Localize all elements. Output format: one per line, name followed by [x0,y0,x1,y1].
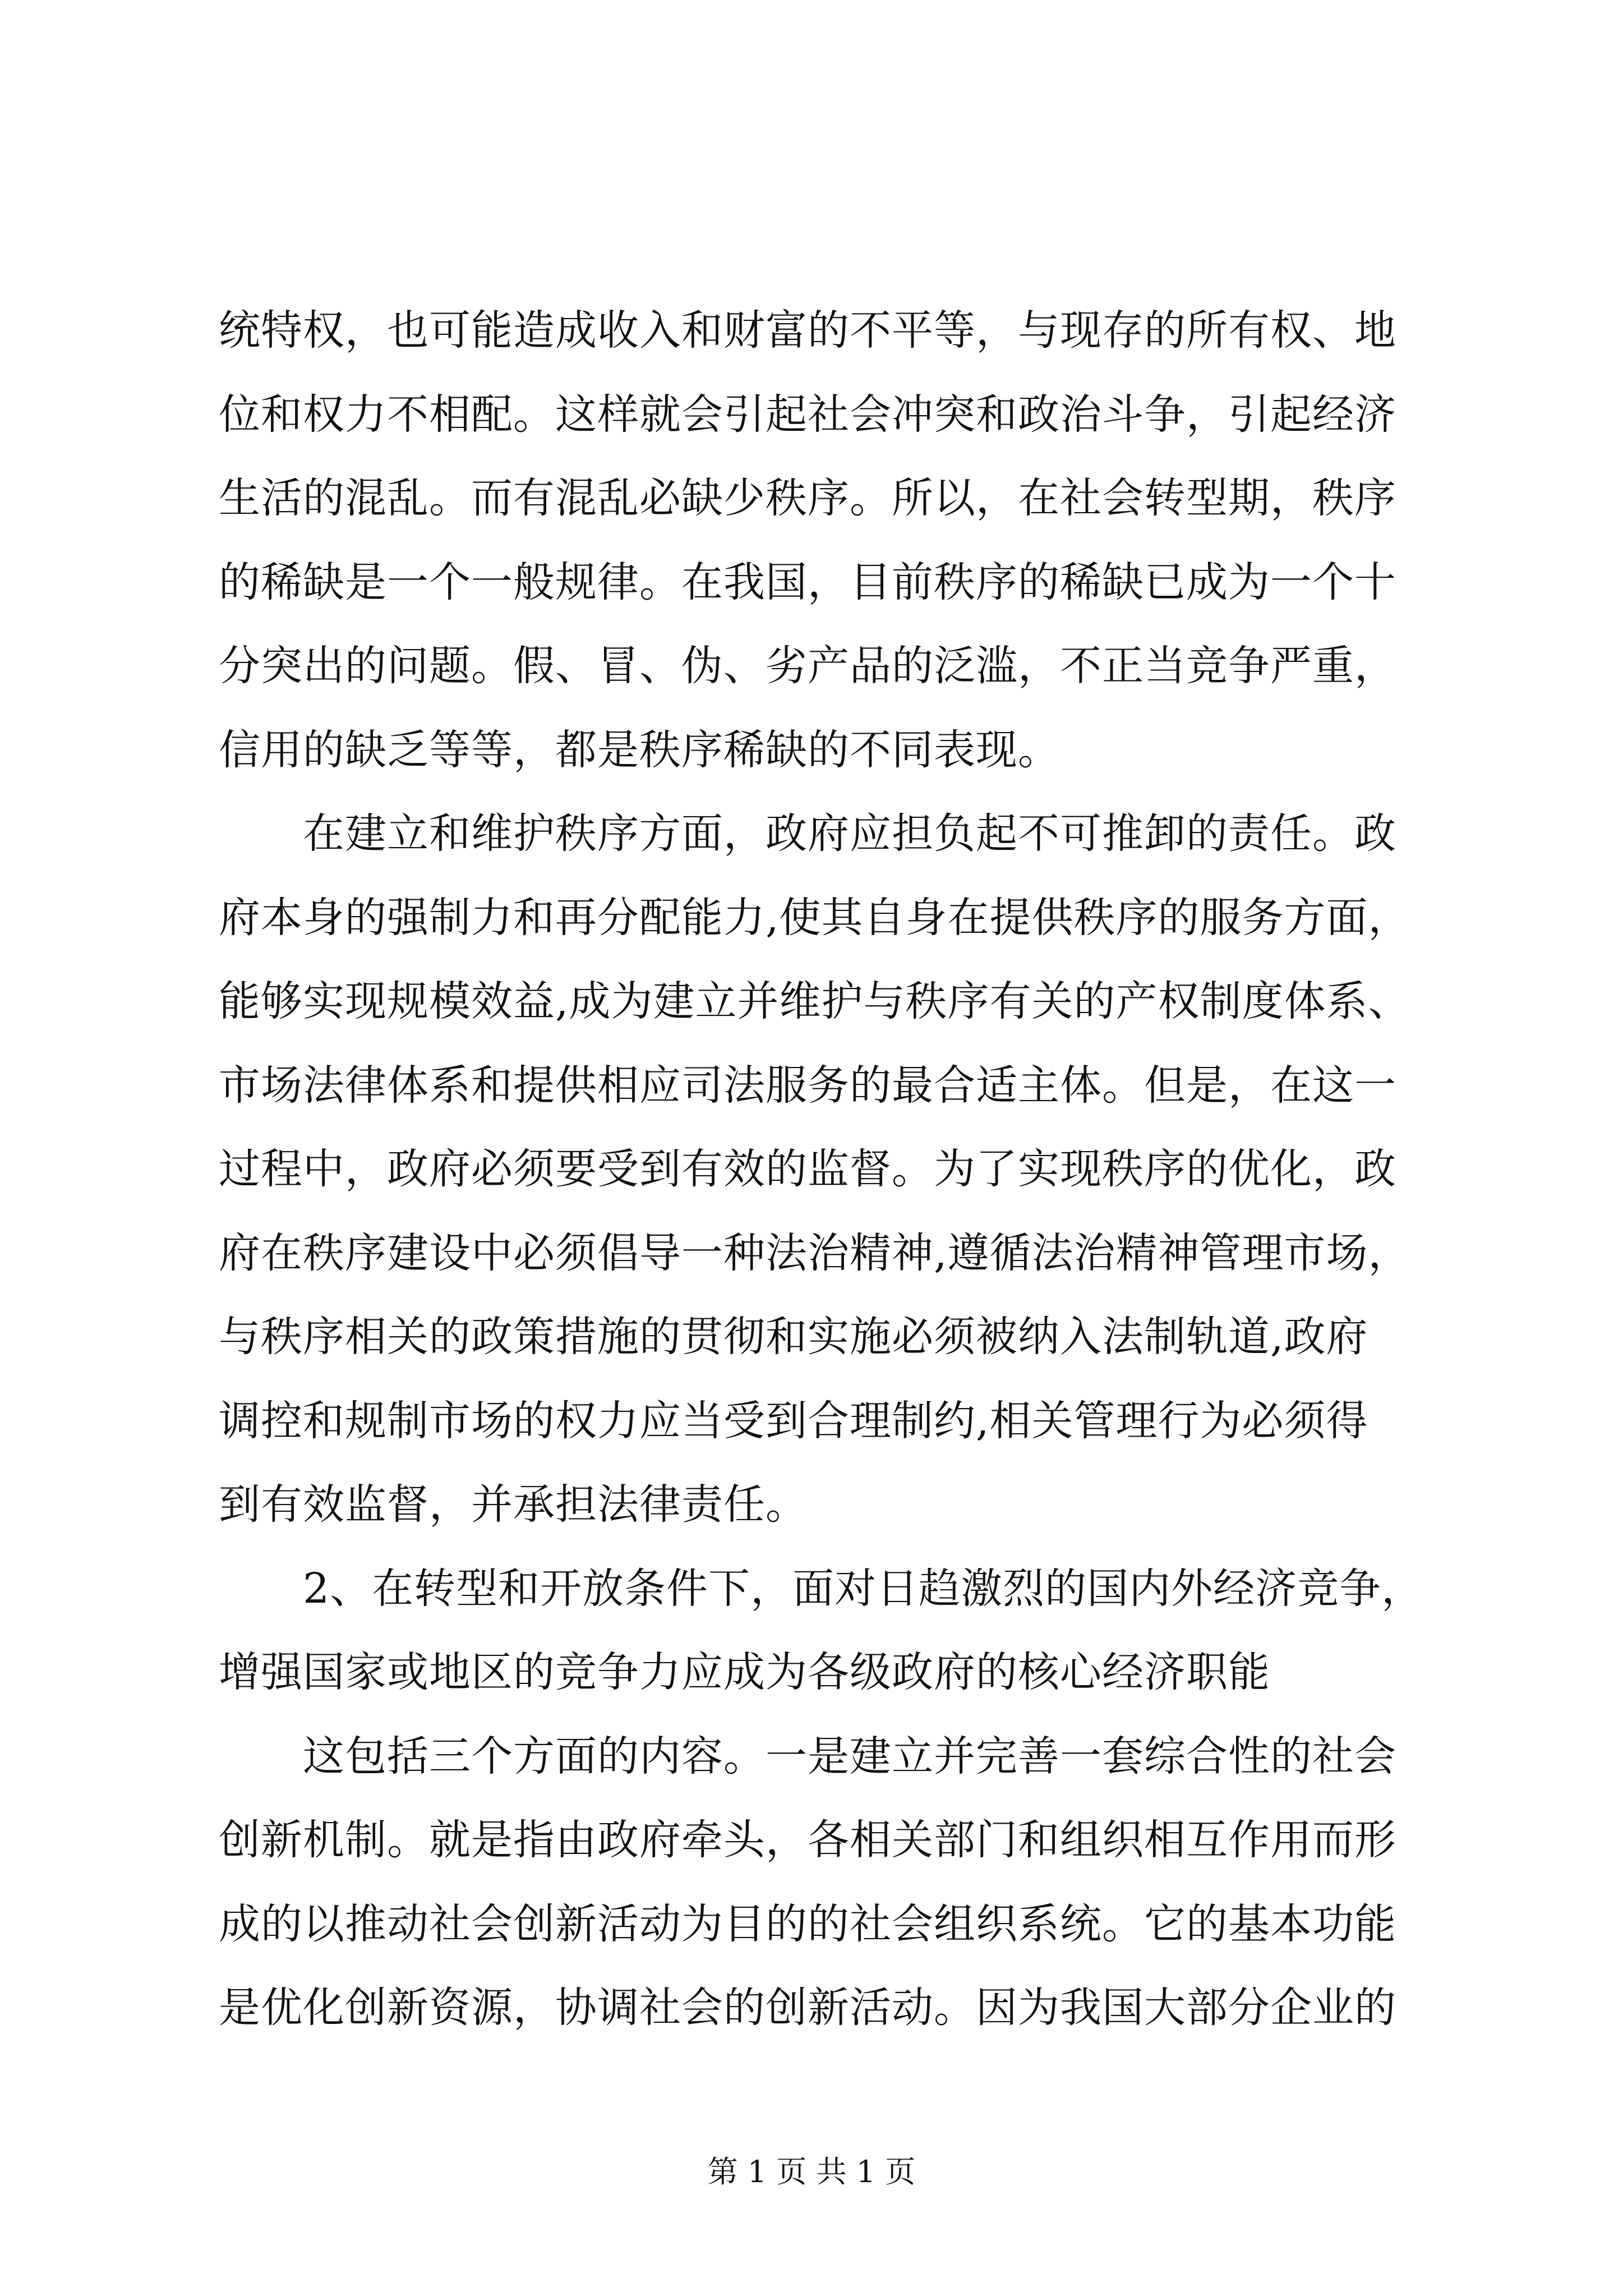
body-text [219,289,1424,2050]
text-line: 生活的混乱。而有混乱必缺少秩序。所以，在社会转型期，秩序 [219,474,1396,522]
text-line: 是优化创新资源，协调社会的创新活动。因为我国大部分企业的 [219,1984,1396,2032]
text-line: 市场法律体系和提供相应司法服务的最合适主体。但是，在这一 [219,1061,1396,1110]
text-line: 位和权力不相配。这样就会引起社会冲突和政治斗争，引起经济 [219,390,1396,439]
text-line: 分突出的问题。假、冒、伪、劣产品的泛滥，不正当竞争严重， [219,642,1396,690]
section-heading-line: 2、在转型和开放条件下，面对日趋激烈的国内外经济竞争， [219,1564,1424,1613]
text-line: 创新机制。就是指由政府牵头，各相关部门和组织相互作用而形 [219,1816,1396,1864]
text-line: 成的以推动社会创新活动为目的的社会组织系统。它的基本功能 [219,1899,1396,1948]
text-line: 过程中，政府必须要受到有效的监督。为了实现秩序的优化，政 [219,1145,1396,1193]
text-line: 这包括三个方面的内容。一是建立并完善一套综合性的社会 [219,1732,1396,1780]
text-line: 统特权，也可能造成收入和财富的不平等，与现存的所有权、地 [219,306,1396,355]
page-footer: 第 1 页 共 1 页 [707,2154,916,2189]
section-heading-line: 增强国家或地区的竞争力应成为各级政府的核心经济职能 [219,1648,1270,1696]
text-line: 与秩序相关的政策措施的贯彻和实施必须被纳入法制轨道,政府 [219,1313,1368,1361]
text-line: 府本身的强制力和再分配能力,使其自身在提供秩序的服务方面， [219,893,1410,942]
text-line: 到有效监督，并承担法律责任。 [219,1480,808,1529]
text-line: 府在秩序建设中必须倡导一种法治精神,遵循法治精神管理市场， [219,1228,1410,1277]
text-line: 能够实现规模效益,成为建立并维护与秩序有关的产权制度体系、 [219,977,1410,1025]
text-line: 信用的缺乏等等，都是秩序稀缺的不同表现。 [219,725,1060,774]
text-line: 的稀缺是一个一般规律。在我国，目前秩序的稀缺已成为一个十 [219,558,1396,606]
text-line: 在建立和维护秩序方面，政府应担负起不可推卸的责任。政 [219,809,1396,858]
text-line: 调控和规制市场的权力应当受到合理制约,相关管理行为必须得 [219,1396,1368,1445]
